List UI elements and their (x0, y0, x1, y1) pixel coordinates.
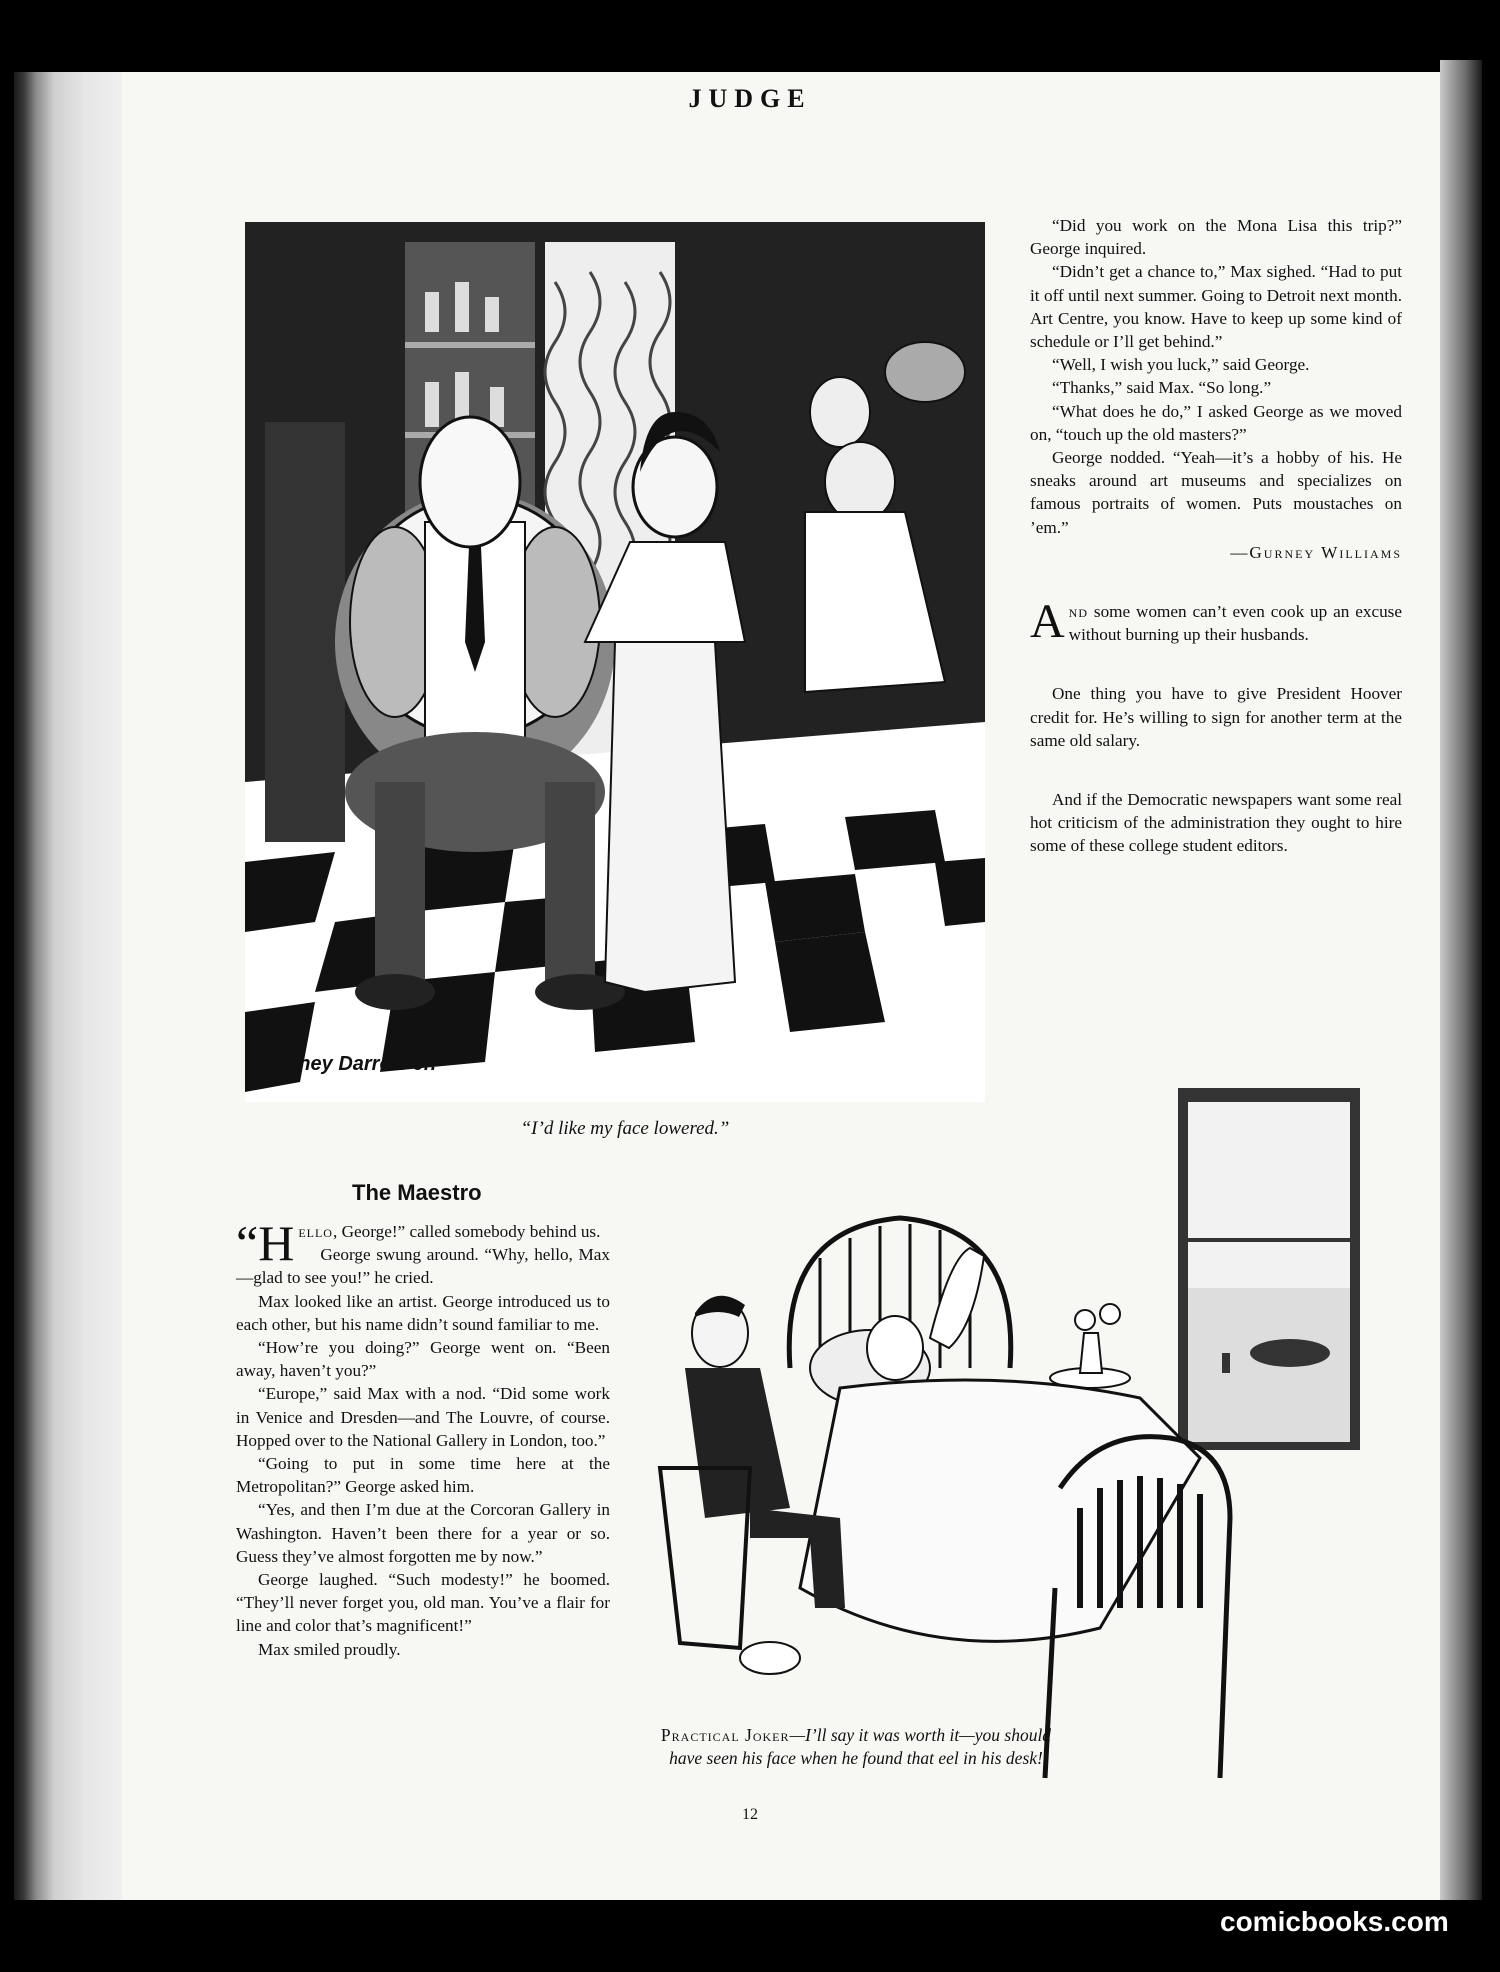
caption-text: —I’ll say it was worth it—you should have seen his face when he found that eel in his desk! (669, 1725, 1052, 1768)
article-paragraph: “Going to put in some time here at the Metropolitan?” George asked him. (236, 1454, 610, 1497)
barbershop-cartoon (245, 222, 985, 1102)
opening-text: , George!” called somebody behind us. (332, 1222, 601, 1241)
story-paragraph: George nodded. “Yeah—it’s a hobby of his. He sneaks around art museums and specializes on famous portraits of women. Puts moustaches on ’em.” (1030, 448, 1402, 537)
drop-cap-a: A (1030, 595, 1065, 649)
story-paragraph: “Didn’t get a chance to,” Max sighed. “Had to put it off until next summer. Going to Detroit next month. Art Centre, you know. Have to keep up some kind of schedule or I’ll get behind.” (1030, 262, 1402, 352)
article-title: The Maestro (352, 1180, 482, 1205)
book-right-edge (1440, 60, 1482, 1900)
article-paragraph: George laughed. “Such modesty!” he boomed. “They’ll never forget you, old man. You’ve a flair for line and color that’s magnificent!” (236, 1570, 610, 1636)
page-number: 12 (742, 1806, 758, 1823)
opening-smallcaps: ello (298, 1222, 333, 1241)
article-paragraph: Max smiled proudly. (258, 1639, 401, 1659)
cartoon1-caption: “I’d like my face lowered.” (520, 1118, 730, 1139)
masthead: JUDGE (688, 84, 812, 113)
author-signature: —Gurney Williams (1230, 542, 1402, 562)
story-paragraph: “Thanks,” said Max. “So long.” (1052, 378, 1272, 398)
article-paragraph: “Europe,” said Max with a nod. “Did some work in Venice and Dresden—and The Louvre, of course. Hopped over to the National Gallery in London, too.” (236, 1384, 610, 1450)
article-paragraph: “How’re you doing?” George went on. “Been away, haven’t you?” (236, 1338, 610, 1381)
drop-cap-letter: H (258, 1215, 295, 1271)
hospital-cartoon (640, 1088, 1360, 1808)
story-paragraph: “Did you work on the Mona Lisa this trip?” George inquired. (1030, 216, 1402, 259)
site-watermark: comicbooks.com (1220, 1906, 1449, 1937)
article-paragraph: “Yes, and then I’m due at the Corcoran Gallery in Washington. Haven’t been there for a year or so. Guess they’ve almost forgotten me by now.” (236, 1500, 610, 1566)
joke-cook-smallcaps: nd (1068, 602, 1089, 622)
joke-cook (1030, 595, 1402, 649)
maestro-article (236, 1215, 610, 1661)
article-paragraph: Max looked like an artist. George introduced us to each other, but his name didn’t sound familiar to me. (236, 1291, 610, 1334)
joke-cook-text: some women can’t even cook up an excuse without burning up their husbands. (1068, 602, 1402, 645)
story-paragraph: “What does he do,” I asked George as we moved on, “touch up the old masters?” (1030, 401, 1402, 444)
article-paragraph: George swung around. “Why, hello, Max—glad to see you!” he cried. (236, 1245, 610, 1288)
joke-hoover: One thing you have to give President Hoover credit for. He’s willing to sign for another term at the same old salary. (1030, 684, 1402, 750)
book-edge (14, 72, 132, 1900)
drop-cap-h (236, 1215, 295, 1271)
story-paragraph: “Well, I wish you luck,” said George. (1052, 355, 1310, 375)
caption-lead: Practical Joker (660, 1725, 790, 1745)
cartoon1-signature: Whitney Darrow Jr. (255, 1053, 437, 1075)
right-column (1030, 214, 1402, 858)
joke-newspapers: And if the Democratic newspapers want some real hot criticism of the administration they ought to hire some of these college student editors. (1030, 790, 1402, 856)
open-quote: “ (236, 1215, 259, 1271)
cartoon2-caption (648, 1724, 1064, 1770)
